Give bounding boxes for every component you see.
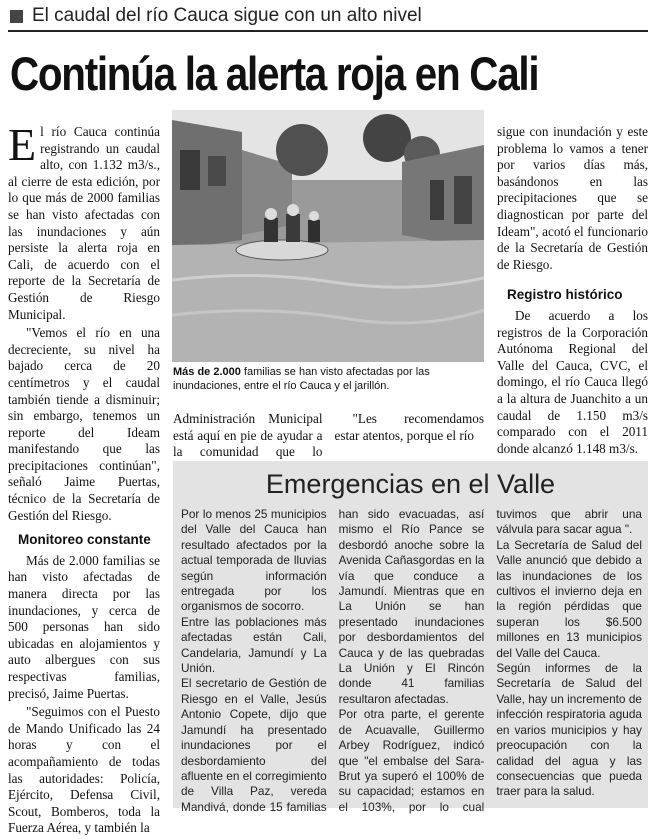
box-paragraph: Entre las poblaciones más afectadas están Cali, Candelaria, Jamundí y La Unión. [181,614,327,676]
kicker-text: El caudal del río Cauca sigue con un alto nivel [32,5,422,26]
kicker-bar [8,4,648,32]
box-paragraph: Por lo menos 25 municipios del Valle del Cauca han resultado afectados por la actual temporada de lluvias según información entregada por los organismos de socorro. [181,507,327,614]
subhead-monitoreo: Monitoreo constante [18,532,151,548]
article-paragraph: "Vemos el río en una decreciente, su nivel ha bajado cerca de 20 centímetros y el caudal también tiende a disminuir; sin embargo, tenemos un reporte del Ideam manifestando que las precipitaciones continúan", señaló Jaime Puertas, técnico de la Secretaría de Gestión del Riesgo. [8,325,160,523]
square-bullet-icon [10,10,23,23]
article-paragraph: De acuerdo a los registros de la Corporación Autónoma Regional del Valle del Cauca, CVC, el domingo, el río Cauca llegó a la altura de Juanchito a un caudal de 1.150 m3/s comparado con el 2011 donde alcanzó 1.148 m3/s. [497,307,648,456]
article-paragraph: sigue con inundación y este problema lo vamos a tener por varios días más, basándonos en las precipitaciones que se diagnostican por parte del Ideam", acotó el funcionario de la Secretaría de Gestión de Riesgo. [497,124,648,272]
lead-text: l río Cauca continúa registrando un caudal alto, con 1.132 m3/s., al cierre de esta edición, por lo que más de 2000 familias se han visto afectadas con las inundaciones y aún persiste la alerta roja en Cali, de acuerdo con el reporte de la Secretaría de Gestión de Riesgo Municipal. [8,124,160,322]
photo-caption [173,366,485,393]
article-paragraph: "Seguimos con el Puesto de Mando Unificado las 24 horas y con el acompañamiento de todas las autoridades: Policía, Ejército, Defensa Civil, Scout, Bomberos, toda la Fuerza Aérea, y también la [8,704,160,836]
box-paragraph: Según informes de la Secretaría de Salud del Valle, hay un incremento de infección respiratoria aguda en varios municipios y hay preocupación con la calidad del agua y las consecuencias que pueda traer para la salud. [496,661,642,799]
flood-photo [172,110,484,362]
sidebar-box [173,461,648,814]
box-paragraph: La Secretaría de Salud del Valle anunció que debido a las inundaciones de los cultivos el invierno deja en la región pérdidas que superan los $6.500 millones en 13 municipios del Valle del Cauca. [496,537,642,660]
box-columns [181,507,642,815]
box-paragraph: Por otra parte, el gerente de Acuavalle, Guillermo Arbey Rodríguez, indicó que "el embalse del Sara-Brut ya superó el 100% de su capacidad; estamos en el 103%, por lo cual tuvimos que abrir una válvula para sacar agua ". [338,507,642,814]
article-column-3 [497,124,648,459]
box-title: Emergencias en el Valle [265,469,556,499]
article-paragraph: Más de 2.000 familias se han visto afectadas de manera directa por las inundaciones, y cerca de 500 personas han sido ubicadas en alojamientos y auto albergues con sus respectivas familias, precisó, Jaime Puertas. [8,552,160,701]
article-paragraph: "Les recomendamos estar atentos, porque el río [334,411,484,443]
caption-text: familias se han visto afectadas por las inundaciones, entre el río Cauca y el jarillón. [173,366,430,392]
subhead-registro: Registro histórico [507,287,623,303]
box-paragraph: El secretario de Gestión de Riesgo en el Valle, Jesús Antonio Copete, dijo que Jamundí ha presentado inundaciones por el desbordamiento del afluente en el corregimiento de Villa Paz, vereda Mandivá, donde 15 familias han sido evacuadas, así mismo el Río Pance se desbordó anoche sobre la Avenida Cañasgordas en la vía que conduce a Jamundí. Mientras que en La Unión se han presentado inundaciones por desbordamientos del Cauca y de las quebradas La Unión y El Rincón donde 41 familias resultaron afectadas. [181,507,485,814]
article-column-1 [8,119,160,839]
article-paragraph [8,119,160,323]
headline: Continúa la alerta roja en Cali [10,47,539,100]
drop-cap: E [8,119,37,170]
article-paragraph: Administración Municipal está aquí en pie de ayudar a la comunidad que lo [173,411,323,460]
caption-bold: Más de 2.000 [173,366,241,378]
